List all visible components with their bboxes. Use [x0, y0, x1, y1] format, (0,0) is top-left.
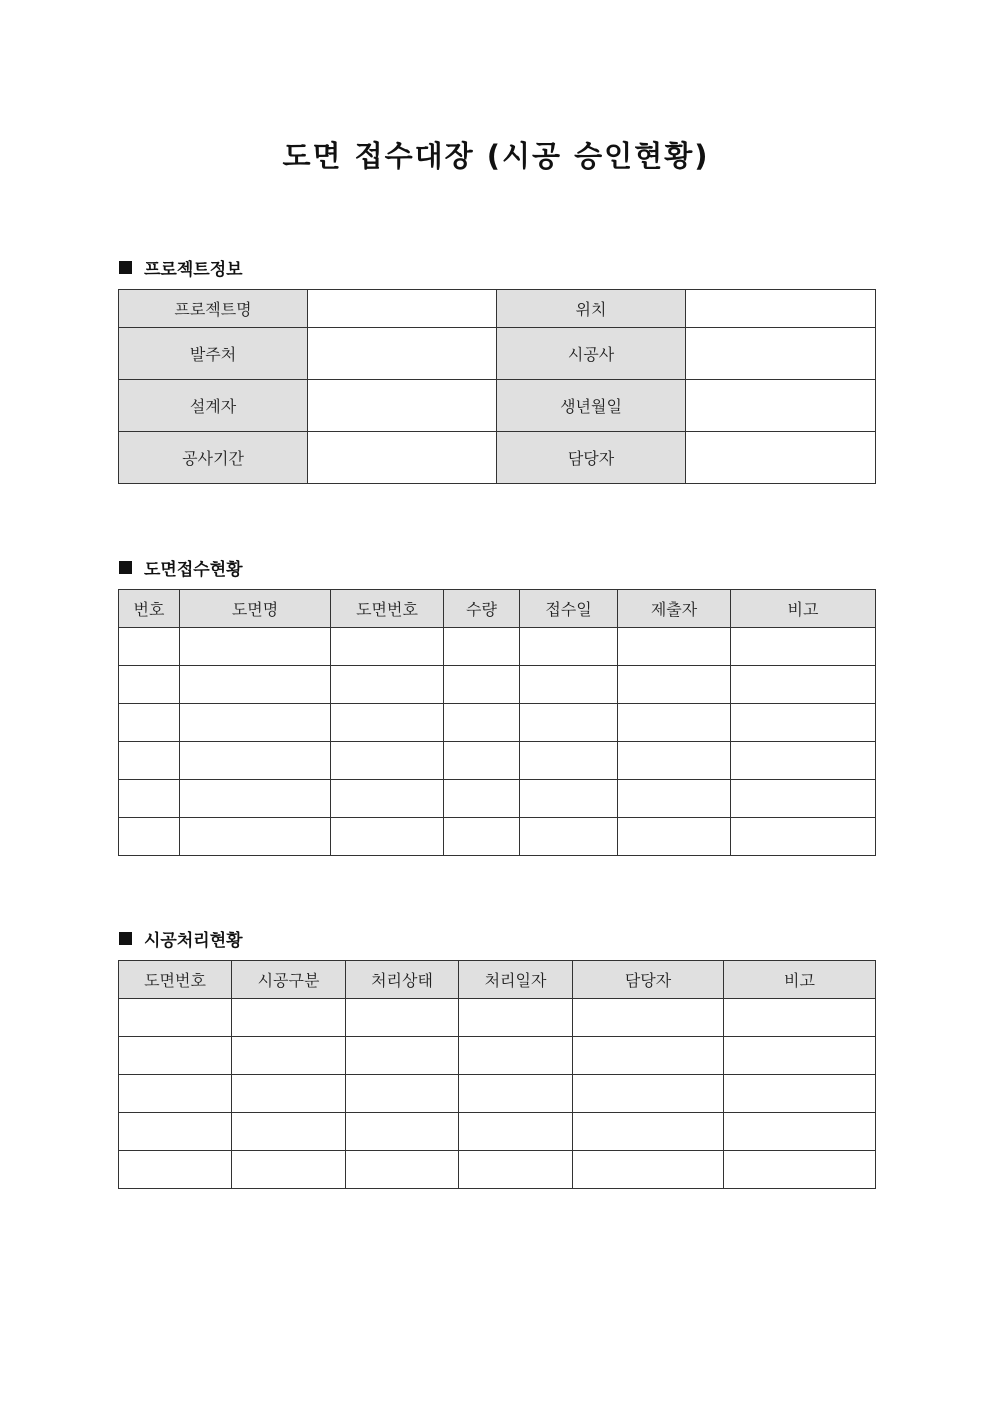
table-row [119, 328, 876, 380]
table-cell[interactable] [119, 1075, 232, 1113]
table-cell[interactable] [573, 1075, 724, 1113]
table-cell[interactable] [232, 1037, 346, 1075]
table-row [119, 780, 876, 818]
table-row [119, 1075, 876, 1113]
table-cell[interactable] [331, 742, 444, 780]
table-cell[interactable] [444, 628, 520, 666]
table-cell[interactable] [180, 742, 331, 780]
table-cell[interactable] [520, 818, 618, 856]
value-cell[interactable] [308, 328, 497, 380]
label-cell: 생년월일 [497, 380, 686, 432]
column-header: 담당자 [573, 961, 724, 999]
table-cell[interactable] [459, 1151, 573, 1189]
column-header: 제출자 [618, 590, 731, 628]
label-cell: 담당자 [497, 432, 686, 484]
column-header: 접수일 [520, 590, 618, 628]
column-header: 시공구분 [232, 961, 346, 999]
table-cell[interactable] [731, 742, 876, 780]
project-info-table [118, 289, 876, 484]
section-heading-project-info [119, 255, 243, 280]
header-row [119, 961, 876, 999]
table-cell[interactable] [444, 742, 520, 780]
table-cell[interactable] [444, 704, 520, 742]
value-cell[interactable] [686, 380, 876, 432]
column-header: 처리일자 [459, 961, 573, 999]
table-cell[interactable] [232, 1075, 346, 1113]
label-cell: 시공사 [497, 328, 686, 380]
section-heading-construction-processing [119, 926, 243, 951]
table-cell[interactable] [119, 1037, 232, 1075]
table-cell[interactable] [724, 1075, 876, 1113]
table-cell[interactable] [618, 742, 731, 780]
table-cell[interactable] [459, 999, 573, 1037]
column-header: 비고 [731, 590, 876, 628]
table-cell[interactable] [444, 666, 520, 704]
table-row [119, 704, 876, 742]
table-cell[interactable] [618, 666, 731, 704]
table-row [119, 1151, 876, 1189]
table-cell[interactable] [618, 704, 731, 742]
table-cell[interactable] [724, 999, 876, 1037]
table-cell[interactable] [573, 1037, 724, 1075]
table-cell[interactable] [459, 1037, 573, 1075]
table-cell[interactable] [119, 1113, 232, 1151]
table-cell[interactable] [119, 628, 180, 666]
table-cell[interactable] [346, 1075, 459, 1113]
table-cell[interactable] [180, 780, 331, 818]
square-bullet-icon [119, 561, 132, 574]
table-cell[interactable] [180, 666, 331, 704]
table-cell[interactable] [520, 780, 618, 818]
table-cell[interactable] [232, 1151, 346, 1189]
section-heading-label: 시공처리현황 [144, 931, 243, 951]
table-row [119, 818, 876, 856]
section-heading-label: 도면접수현황 [144, 560, 243, 580]
table-cell[interactable] [724, 1037, 876, 1075]
label-cell: 프로젝트명 [119, 290, 308, 328]
table-cell[interactable] [731, 628, 876, 666]
table-cell[interactable] [520, 742, 618, 780]
table-cell[interactable] [618, 780, 731, 818]
table-row [119, 999, 876, 1037]
table-cell[interactable] [180, 818, 331, 856]
table-cell[interactable] [573, 1113, 724, 1151]
table-cell[interactable] [573, 1151, 724, 1189]
value-cell[interactable] [308, 380, 497, 432]
table-cell[interactable] [346, 1037, 459, 1075]
table-cell[interactable] [444, 780, 520, 818]
column-header: 도면번호 [331, 590, 444, 628]
table-cell[interactable] [618, 628, 731, 666]
section-heading-label: 프로젝트정보 [144, 260, 243, 280]
table-cell[interactable] [232, 999, 346, 1037]
table-cell[interactable] [346, 1113, 459, 1151]
table-cell[interactable] [459, 1075, 573, 1113]
column-header: 수량 [444, 590, 520, 628]
table-cell[interactable] [331, 666, 444, 704]
table-cell[interactable] [724, 1151, 876, 1189]
table-cell[interactable] [731, 704, 876, 742]
table-cell[interactable] [520, 628, 618, 666]
header-row [119, 590, 876, 628]
table-row [119, 666, 876, 704]
table-cell[interactable] [119, 704, 180, 742]
table-row [119, 290, 876, 328]
column-header: 처리상태 [346, 961, 459, 999]
table-cell[interactable] [520, 666, 618, 704]
label-cell: 발주처 [119, 328, 308, 380]
table-cell[interactable] [346, 999, 459, 1037]
construction-processing-table [118, 960, 876, 1189]
table-row [119, 1113, 876, 1151]
square-bullet-icon [119, 261, 132, 274]
table-row [119, 628, 876, 666]
table-cell[interactable] [331, 780, 444, 818]
table-cell[interactable] [724, 1113, 876, 1151]
column-header: 도면명 [180, 590, 331, 628]
table-row [119, 432, 876, 484]
value-cell[interactable] [686, 328, 876, 380]
table-row [119, 380, 876, 432]
table-cell[interactable] [331, 704, 444, 742]
table-cell[interactable] [731, 818, 876, 856]
square-bullet-icon [119, 932, 132, 945]
table-cell[interactable] [731, 666, 876, 704]
label-cell: 위치 [497, 290, 686, 328]
table-cell[interactable] [520, 704, 618, 742]
table-cell[interactable] [119, 1151, 232, 1189]
table-cell[interactable] [618, 818, 731, 856]
table-cell[interactable] [119, 742, 180, 780]
table-cell[interactable] [346, 1151, 459, 1189]
table-cell[interactable] [331, 628, 444, 666]
value-cell[interactable] [308, 290, 497, 328]
table-cell[interactable] [119, 818, 180, 856]
value-cell[interactable] [308, 432, 497, 484]
page-title: 도면 접수대장 (시공 승인현황) [282, 139, 710, 173]
table-cell[interactable] [444, 818, 520, 856]
column-header: 도면번호 [119, 961, 232, 999]
table-row [119, 1037, 876, 1075]
column-header: 비고 [724, 961, 876, 999]
table-cell[interactable] [459, 1113, 573, 1151]
table-cell[interactable] [731, 780, 876, 818]
label-cell: 공사기간 [119, 432, 308, 484]
table-cell[interactable] [180, 704, 331, 742]
table-row [119, 742, 876, 780]
table-cell[interactable] [180, 628, 331, 666]
section-heading-drawing-receipt [119, 555, 243, 580]
column-header: 번호 [119, 590, 180, 628]
table-cell[interactable] [331, 818, 444, 856]
value-cell[interactable] [686, 432, 876, 484]
table-cell[interactable] [119, 666, 180, 704]
table-cell[interactable] [232, 1113, 346, 1151]
table-cell[interactable] [573, 999, 724, 1037]
table-cell[interactable] [119, 999, 232, 1037]
drawing-receipt-table [118, 589, 876, 856]
table-cell[interactable] [119, 780, 180, 818]
value-cell[interactable] [686, 290, 876, 328]
label-cell: 설계자 [119, 380, 308, 432]
